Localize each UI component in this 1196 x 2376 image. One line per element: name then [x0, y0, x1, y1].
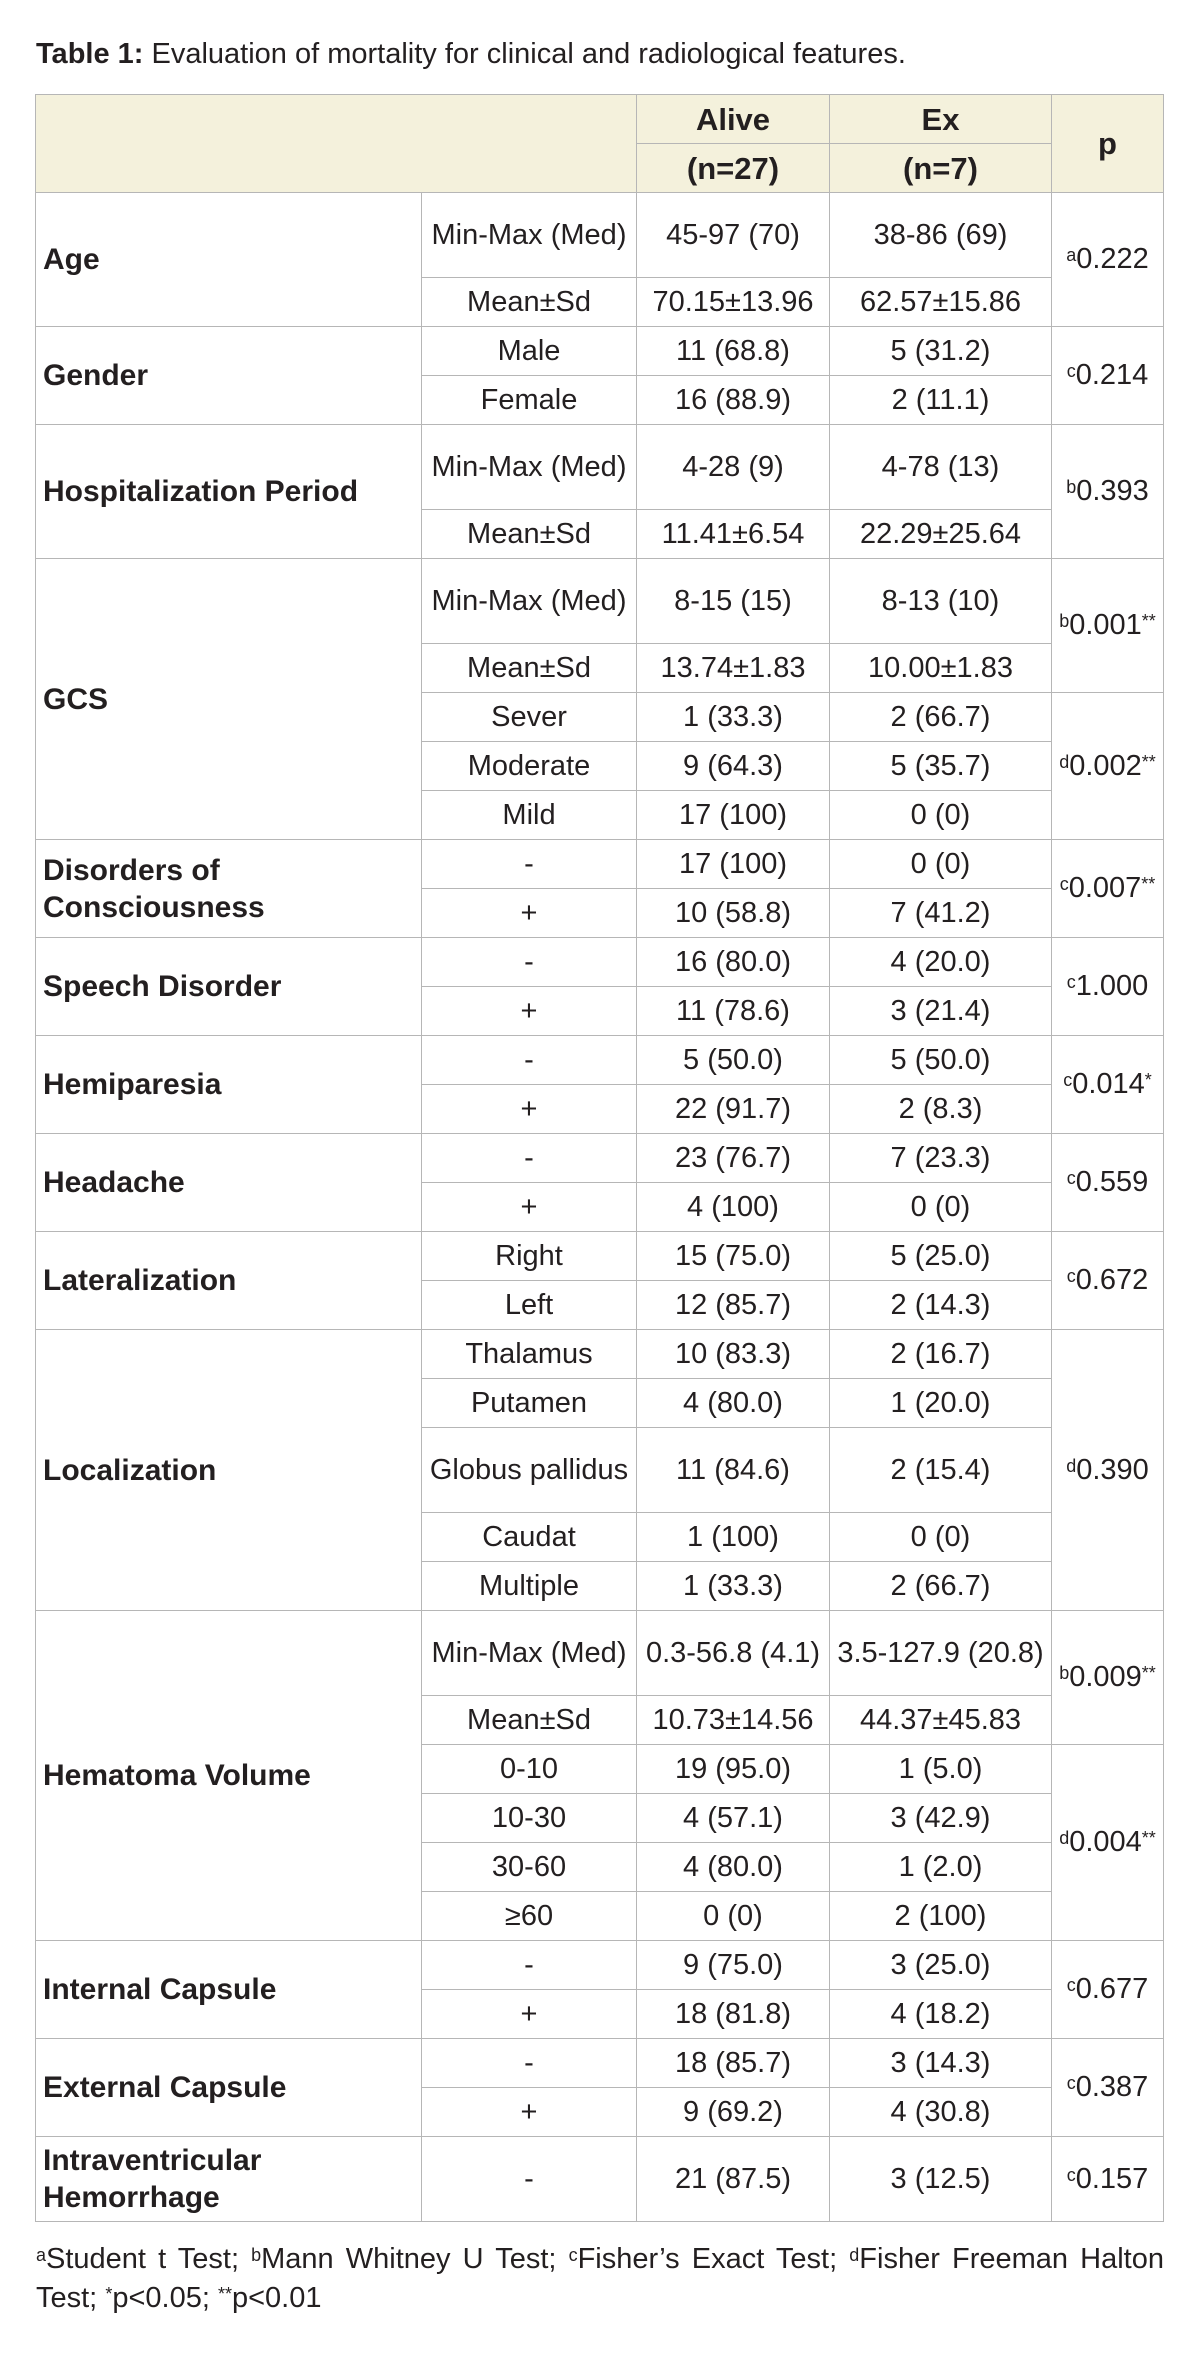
ex-cell: 22.29±25.64 [830, 510, 1052, 559]
alive-cell: 9 (69.2) [637, 2088, 830, 2137]
subgroup-cell: 10-30 [422, 1794, 637, 1843]
ex-cell: 5 (35.7) [830, 742, 1052, 791]
alive-cell: 4 (100) [637, 1183, 830, 1232]
footnote-text: Fisher’s Exact Test; [577, 2243, 850, 2275]
p-value-cell [1052, 693, 1164, 840]
p-value: 0.387 [1075, 2071, 1149, 2103]
footnote-text: Student t Test; [46, 2243, 252, 2275]
subgroup-cell: 30-60 [422, 1843, 637, 1892]
footnote-marker: ** [217, 2284, 232, 2304]
ex-cell: 5 (50.0) [830, 1036, 1052, 1085]
subgroup-cell: + [422, 889, 637, 938]
row-label-speech: Speech Disorder [36, 938, 422, 1036]
p-value: 1.000 [1075, 970, 1149, 1002]
significance-marker: * [1144, 1070, 1152, 1090]
significance-marker: ** [1141, 1828, 1156, 1848]
p-value: 0.157 [1075, 2162, 1149, 2195]
subgroup-cell: Mean±Sd [422, 644, 637, 693]
header-blank-cell [36, 95, 637, 193]
subgroup-cell: Mild [422, 791, 637, 840]
p-value: 0.004 [1069, 1826, 1142, 1858]
alive-cell: 16 (80.0) [637, 938, 830, 987]
significance-marker: ** [1141, 1663, 1156, 1683]
table-footnote [36, 2240, 1164, 2318]
subgroup-cell: Sever [422, 693, 637, 742]
subgroup-cell: Globus pallidus [422, 1428, 637, 1513]
alive-cell: 1 (33.3) [637, 693, 830, 742]
alive-cell: 17 (100) [637, 791, 830, 840]
subgroup-cell: - [422, 2039, 637, 2088]
alive-cell: 21 (87.5) [637, 2137, 830, 2222]
p-value: 0.390 [1076, 1453, 1149, 1486]
alive-cell: 1 (100) [637, 1513, 830, 1562]
table-row [36, 1330, 1164, 1379]
ex-cell: 2 (100) [830, 1892, 1052, 1941]
p-value-cell [1052, 938, 1164, 1036]
subgroup-cell: - [422, 938, 637, 987]
subgroup-cell: 0-10 [422, 1745, 637, 1794]
footnote-marker: b [251, 2245, 262, 2265]
subgroup-cell: Mean±Sd [422, 278, 637, 327]
ex-cell: 4-78 (13) [830, 425, 1052, 510]
ex-cell: 7 (23.3) [830, 1134, 1052, 1183]
subgroup-cell: - [422, 840, 637, 889]
ex-cell: 3 (14.3) [830, 2039, 1052, 2088]
alive-cell: 11.41±6.54 [637, 510, 830, 559]
p-value-cell [1052, 840, 1164, 938]
p-value: 0.001 [1069, 609, 1142, 641]
ex-cell: 8-13 (10) [830, 559, 1052, 644]
ex-cell: 2 (66.7) [830, 693, 1052, 742]
ex-cell: 38-86 (69) [830, 193, 1052, 278]
test-superscript: c [1066, 2164, 1076, 2185]
subgroup-cell: - [422, 1941, 637, 1990]
ex-cell: 1 (5.0) [830, 1745, 1052, 1794]
p-value: 0.672 [1075, 1264, 1149, 1296]
header-alive: Alive [637, 95, 830, 144]
row-label-hospitalization: Hospitalization Period [36, 425, 422, 559]
p-value: 0.559 [1075, 1166, 1149, 1198]
subgroup-cell: Caudat [422, 1513, 637, 1562]
ex-cell: 1 (20.0) [830, 1379, 1052, 1428]
subgroup-cell: Female [422, 376, 637, 425]
ex-cell: 10.00±1.83 [830, 644, 1052, 693]
ex-cell: 0 (0) [830, 1513, 1052, 1562]
row-label-gcs: GCS [36, 559, 422, 840]
footnote-marker: a [36, 2245, 47, 2265]
test-superscript: a [1066, 245, 1077, 265]
ex-cell: 0 (0) [830, 840, 1052, 889]
subgroup-cell: + [422, 1990, 637, 2039]
ex-cell: 0 (0) [830, 791, 1052, 840]
subgroup-cell: + [422, 2088, 637, 2137]
ex-cell: 2 (66.7) [830, 1562, 1052, 1611]
test-superscript: d [1066, 1455, 1077, 1476]
alive-cell: 18 (85.7) [637, 2039, 830, 2088]
test-superscript: b [1059, 1663, 1070, 1683]
p-value: 0.009 [1069, 1661, 1142, 1693]
alive-cell: 11 (84.6) [637, 1428, 830, 1513]
test-superscript: c [1066, 1975, 1076, 1995]
alive-cell: 10 (58.8) [637, 889, 830, 938]
subgroup-cell: - [422, 1036, 637, 1085]
alive-cell: 23 (76.7) [637, 1134, 830, 1183]
p-value: 0.677 [1075, 1973, 1149, 2005]
table-caption [36, 38, 906, 71]
test-superscript: c [1066, 972, 1076, 992]
p-value: 0.222 [1076, 243, 1149, 275]
test-superscript: c [1063, 1070, 1073, 1090]
subgroup-cell: Min-Max (Med) [422, 425, 637, 510]
alive-cell: 10 (83.3) [637, 1330, 830, 1379]
header-ex-n: (n=7) [830, 144, 1052, 193]
alive-cell: 0.3-56.8 (4.1) [637, 1611, 830, 1696]
ex-cell: 5 (25.0) [830, 1232, 1052, 1281]
p-value-cell [1052, 1611, 1164, 1745]
table-row [36, 1134, 1164, 1183]
subgroup-cell: Thalamus [422, 1330, 637, 1379]
table-caption-label: Table 1: [36, 38, 144, 70]
test-superscript: b [1066, 477, 1077, 497]
footnote-text: p<0.01 [231, 2282, 322, 2314]
ex-cell: 0 (0) [830, 1183, 1052, 1232]
p-value-cell [1052, 1134, 1164, 1232]
significance-marker: ** [1141, 611, 1156, 631]
row-label-localization: Localization [36, 1330, 422, 1611]
alive-cell: 13.74±1.83 [637, 644, 830, 693]
row-label-lateralization: Lateralization [36, 1232, 422, 1330]
ex-cell: 3 (42.9) [830, 1794, 1052, 1843]
alive-cell: 11 (78.6) [637, 987, 830, 1036]
subgroup-cell: Multiple [422, 1562, 637, 1611]
row-label-hemiparesia: Hemiparesia [36, 1036, 422, 1134]
p-value-cell [1052, 559, 1164, 693]
table-row [36, 2039, 1164, 2088]
subgroup-cell: Mean±Sd [422, 510, 637, 559]
ex-cell: 4 (18.2) [830, 1990, 1052, 2039]
significance-marker: ** [1141, 874, 1156, 894]
alive-cell: 10.73±14.56 [637, 1696, 830, 1745]
ex-cell: 3.5-127.9 (20.8) [830, 1611, 1052, 1696]
p-value: 0.007 [1068, 872, 1142, 904]
mortality-table [35, 94, 1164, 2222]
row-label-internal-capsule: Internal Capsule [36, 1941, 422, 2039]
subgroup-cell: - [422, 1134, 637, 1183]
table-row [36, 1036, 1164, 1085]
table-row [36, 840, 1164, 889]
row-label-hematoma: Hematoma Volume [36, 1611, 422, 1941]
subgroup-cell: ≥60 [422, 1892, 637, 1941]
row-label-ivh: Intraventricular Hemorrhage [36, 2137, 422, 2222]
table-row [36, 327, 1164, 376]
table-row [36, 1941, 1164, 1990]
test-superscript: c [1059, 874, 1069, 894]
ex-cell: 4 (30.8) [830, 2088, 1052, 2137]
subgroup-cell: Mean±Sd [422, 1696, 637, 1745]
ex-cell: 4 (20.0) [830, 938, 1052, 987]
row-label-consciousness: Disorders of Consciousness [36, 840, 422, 938]
alive-cell: 4 (80.0) [637, 1379, 830, 1428]
p-value-cell [1052, 1232, 1164, 1330]
alive-cell: 0 (0) [637, 1892, 830, 1941]
test-superscript: c [1066, 1266, 1076, 1286]
p-value: 0.214 [1075, 359, 1149, 391]
row-label-gender: Gender [36, 327, 422, 425]
subgroup-cell: Min-Max (Med) [422, 1611, 637, 1696]
alive-cell: 15 (75.0) [637, 1232, 830, 1281]
ex-cell: 2 (15.4) [830, 1428, 1052, 1513]
p-value-cell [1052, 327, 1164, 425]
p-value-cell [1052, 1330, 1164, 1611]
table-row [36, 1232, 1164, 1281]
subgroup-cell: Min-Max (Med) [422, 559, 637, 644]
p-value: 0.393 [1076, 475, 1149, 507]
table-row [36, 1611, 1164, 1696]
subgroup-cell: Moderate [422, 742, 637, 791]
ex-cell: 2 (11.1) [830, 376, 1052, 425]
subgroup-cell: Right [422, 1232, 637, 1281]
subgroup-cell: Left [422, 1281, 637, 1330]
p-value-cell [1052, 1745, 1164, 1941]
alive-cell: 18 (81.8) [637, 1990, 830, 2039]
p-value: 0.014 [1072, 1068, 1145, 1100]
test-superscript: c [1066, 2073, 1076, 2093]
ex-cell: 7 (41.2) [830, 889, 1052, 938]
footnote-marker: c [568, 2245, 578, 2265]
alive-cell: 4 (57.1) [637, 1794, 830, 1843]
alive-cell: 9 (75.0) [637, 1941, 830, 1990]
alive-cell: 70.15±13.96 [637, 278, 830, 327]
alive-cell: 45-97 (70) [637, 193, 830, 278]
subgroup-cell: - [422, 2137, 637, 2222]
ex-cell: 3 (12.5) [830, 2137, 1052, 2222]
alive-cell: 4 (80.0) [637, 1843, 830, 1892]
alive-cell: 8-15 (15) [637, 559, 830, 644]
ex-cell: 2 (16.7) [830, 1330, 1052, 1379]
ex-cell: 3 (25.0) [830, 1941, 1052, 1990]
alive-cell: 9 (64.3) [637, 742, 830, 791]
table-row [36, 425, 1164, 510]
footnote-text: p<0.05; [112, 2282, 218, 2314]
alive-cell: 4-28 (9) [637, 425, 830, 510]
p-value-cell [1052, 1036, 1164, 1134]
ex-cell: 44.37±45.83 [830, 1696, 1052, 1745]
significance-marker: ** [1141, 751, 1156, 772]
footnote-text: Fisher Freeman Halton Test; [36, 2243, 1164, 2314]
header-ex: Ex [830, 95, 1052, 144]
ex-cell: 2 (8.3) [830, 1085, 1052, 1134]
alive-cell: 5 (50.0) [637, 1036, 830, 1085]
subgroup-cell: Min-Max (Med) [422, 193, 637, 278]
alive-cell: 22 (91.7) [637, 1085, 830, 1134]
footnote-marker: * [105, 2284, 113, 2304]
subgroup-cell: Putamen [422, 1379, 637, 1428]
subgroup-cell: Male [422, 327, 637, 376]
alive-cell: 11 (68.8) [637, 327, 830, 376]
footnote-marker: d [849, 2245, 860, 2265]
subgroup-cell: + [422, 1183, 637, 1232]
test-superscript: d [1059, 751, 1070, 772]
p-value-cell [1052, 2039, 1164, 2137]
row-label-age: Age [36, 193, 422, 327]
alive-cell: 12 (85.7) [637, 1281, 830, 1330]
p-value: 0.002 [1069, 749, 1142, 782]
table-row [36, 2137, 1164, 2222]
test-superscript: c [1066, 1168, 1076, 1188]
ex-cell: 62.57±15.86 [830, 278, 1052, 327]
ex-cell: 5 (31.2) [830, 327, 1052, 376]
table-row [36, 193, 1164, 278]
ex-cell: 1 (2.0) [830, 1843, 1052, 1892]
test-superscript: b [1059, 611, 1070, 631]
table-row [36, 559, 1164, 644]
header-p: p [1052, 95, 1164, 193]
p-value-cell [1052, 2137, 1164, 2222]
row-label-external-capsule: External Capsule [36, 2039, 422, 2137]
table-caption-text: Evaluation of mortality for clinical and radiological features. [143, 38, 906, 70]
table-row [36, 938, 1164, 987]
row-label-headache: Headache [36, 1134, 422, 1232]
p-value-cell [1052, 193, 1164, 327]
subgroup-cell: + [422, 1085, 637, 1134]
subgroup-cell: + [422, 987, 637, 1036]
alive-cell: 17 (100) [637, 840, 830, 889]
alive-cell: 1 (33.3) [637, 1562, 830, 1611]
footnote-text: Mann Whitney U Test; [261, 2243, 569, 2275]
header-alive-n: (n=27) [637, 144, 830, 193]
test-superscript: c [1066, 361, 1076, 381]
p-value-cell [1052, 425, 1164, 559]
ex-cell: 2 (14.3) [830, 1281, 1052, 1330]
header-row [36, 95, 1164, 144]
alive-cell: 16 (88.9) [637, 376, 830, 425]
alive-cell: 19 (95.0) [637, 1745, 830, 1794]
p-value-cell [1052, 1941, 1164, 2039]
test-superscript: d [1059, 1828, 1070, 1848]
ex-cell: 3 (21.4) [830, 987, 1052, 1036]
